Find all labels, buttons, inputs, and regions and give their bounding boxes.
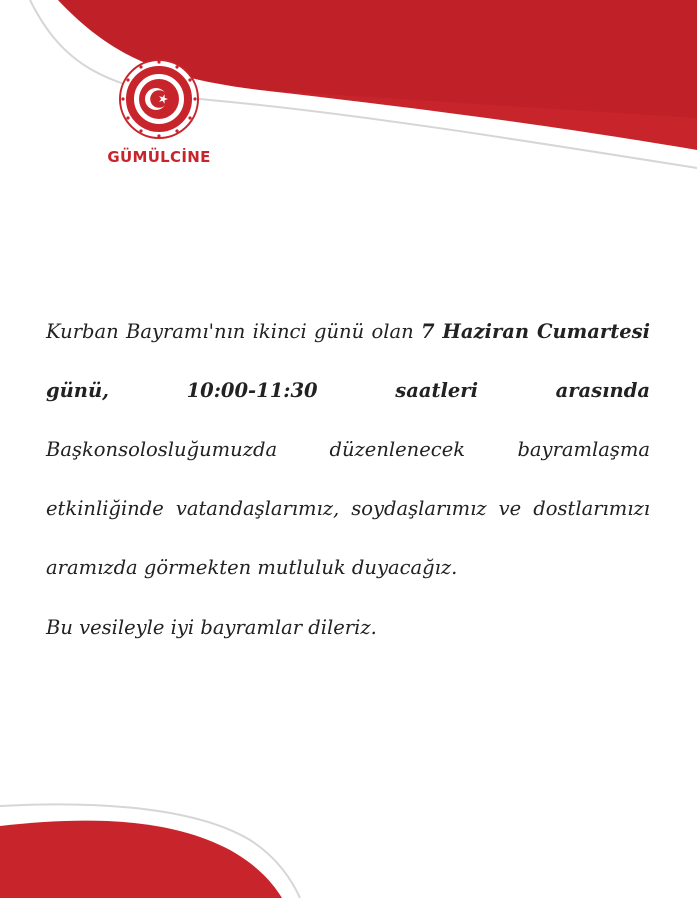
consulate-seal — [113, 58, 205, 140]
closing-line: Bu vesileyle iyi bayramlar dileriz. — [46, 616, 377, 639]
announcement-text — [46, 302, 650, 657]
event-date-time: 7 Haziran Cumartesi günü, 10:00-11:30 saatleri arasında — [46, 320, 650, 402]
consulate-name: GÜMÜLCİNE — [107, 148, 211, 166]
bottom-red-swoosh — [0, 821, 282, 898]
announcement-paragraph — [46, 302, 650, 597]
turkish-crescent-star-seal-icon — [113, 58, 205, 140]
body-text: Başkonsolosluğumuzda düzenlenecek bayramlaşma etkinliğinde vatandaşlarımız, soydaşlarımız ve dostlarımızı aramızda görmekten mutluluk duyacağız. — [46, 438, 650, 579]
intro-text: Kurban Bayramı'nın ikinci günü olan — [46, 320, 421, 343]
